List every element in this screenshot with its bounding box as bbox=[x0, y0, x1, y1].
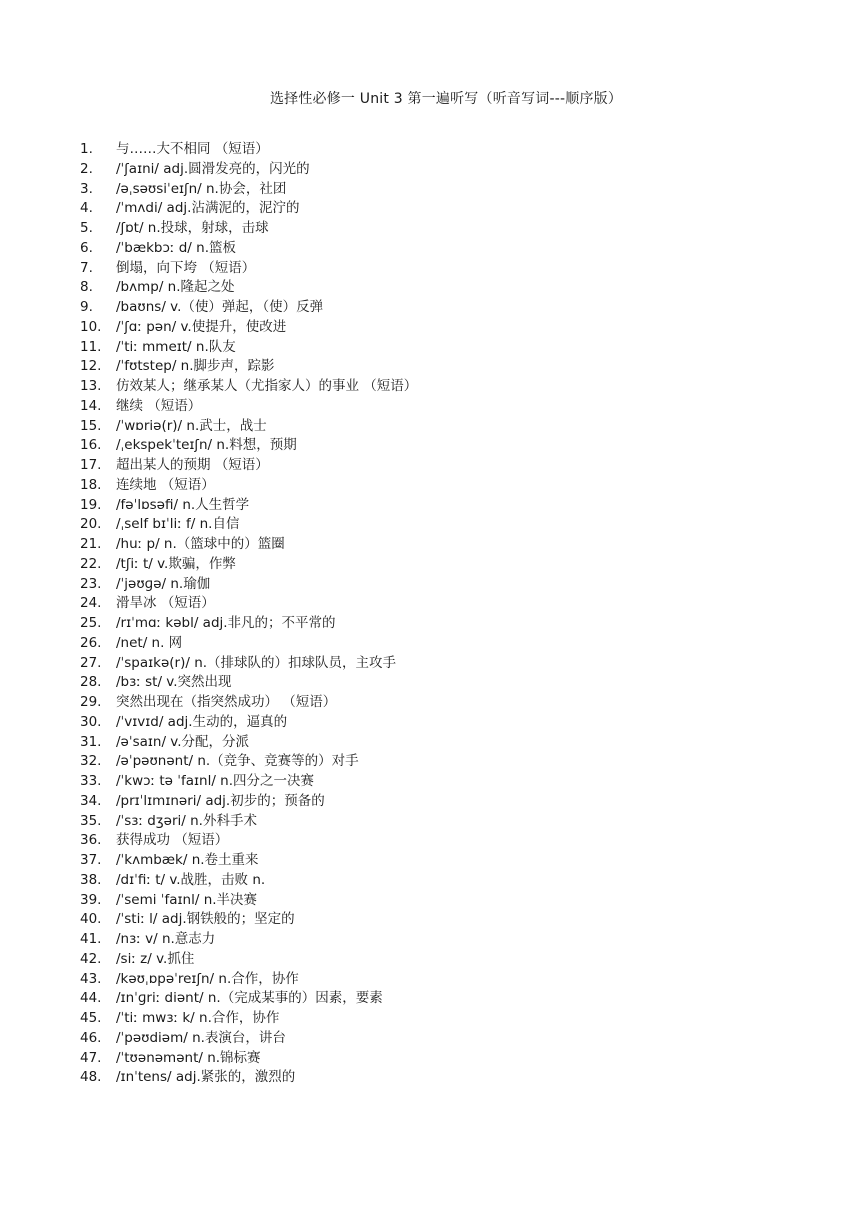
list-item bbox=[80, 733, 820, 753]
item-text: /ˈtiː mmeɪt/ n.队友 bbox=[116, 338, 236, 355]
list-item bbox=[80, 792, 820, 812]
item-number: 4. bbox=[80, 200, 93, 217]
list-item bbox=[80, 910, 820, 930]
item-number: 42. bbox=[80, 950, 102, 967]
item-number: 9. bbox=[80, 299, 93, 315]
item-number: 47. bbox=[80, 1049, 102, 1066]
vocabulary-list bbox=[80, 140, 820, 1088]
list-item bbox=[80, 199, 820, 219]
item-number: 38. bbox=[80, 871, 102, 888]
item-text: /ˈfʊtstep/ n.脚步声，踪影 bbox=[116, 358, 275, 375]
item-text: /ˈspaɪkə(r)/ n.（排球队的）扣球队员，主攻手 bbox=[116, 654, 397, 671]
item-text: /huː p/ n.（篮球中的）篮圈 bbox=[116, 536, 285, 552]
item-text: 与……大不相同 （短语） bbox=[116, 141, 269, 157]
list-item bbox=[80, 160, 820, 180]
list-item bbox=[80, 614, 820, 634]
list-item bbox=[80, 357, 820, 377]
item-number: 46. bbox=[80, 1029, 102, 1046]
list-item bbox=[80, 970, 820, 990]
item-number: 15. bbox=[80, 417, 102, 434]
list-item bbox=[80, 1009, 820, 1029]
item-number: 28. bbox=[80, 674, 102, 691]
item-text: /fəˈlɒsəfi/ n.人生哲学 bbox=[116, 496, 250, 513]
item-number: 26. bbox=[80, 634, 102, 651]
item-number: 7. bbox=[80, 259, 93, 276]
item-text: /ˈjəʊɡə/ n.瑜伽 bbox=[116, 575, 211, 592]
item-text: 超出某人的预期 （短语） bbox=[116, 457, 269, 473]
item-text: 突然出现在（指突然成功） （短语） bbox=[116, 694, 337, 710]
item-text: /bɜː st/ v.突然出现 bbox=[116, 674, 232, 691]
item-text: /əˌsəʊsiˈeɪʃn/ n.协会，社团 bbox=[116, 180, 287, 197]
item-text: /bʌmp/ n.隆起之处 bbox=[116, 279, 235, 296]
item-text: /ˈvɪvɪd/ adj.生动的，逼真的 bbox=[116, 713, 288, 730]
list-item bbox=[80, 634, 820, 654]
item-text: /ˈtʊənəmənt/ n.锦标赛 bbox=[116, 1049, 261, 1066]
item-number: 17. bbox=[80, 457, 102, 473]
item-text: 连续地 （短语） bbox=[116, 476, 215, 493]
list-item bbox=[80, 1049, 820, 1069]
list-item bbox=[80, 476, 820, 496]
item-number: 23. bbox=[80, 575, 102, 592]
item-text: /ˈsɜː dʒəri/ n.外科手术 bbox=[116, 812, 257, 829]
list-item bbox=[80, 871, 820, 891]
item-number: 45. bbox=[80, 1010, 102, 1026]
item-text: 获得成功 （短语） bbox=[116, 832, 229, 849]
item-text: 仿效某人；继承某人（尤指家人）的事业 （短语） bbox=[116, 378, 418, 394]
item-number: 5. bbox=[80, 220, 93, 236]
list-item bbox=[80, 219, 820, 239]
item-text: /ˈstiː l/ adj.钢铁般的；坚定的 bbox=[116, 911, 295, 928]
list-item bbox=[80, 239, 820, 259]
list-item bbox=[80, 298, 820, 318]
item-number: 25. bbox=[80, 615, 102, 631]
item-number: 16. bbox=[80, 437, 102, 454]
item-number: 13. bbox=[80, 378, 102, 394]
item-number: 8. bbox=[80, 279, 93, 296]
item-text: /ˈbækbɔː d/ n.篮板 bbox=[116, 239, 236, 256]
list-item bbox=[80, 752, 820, 772]
list-item bbox=[80, 436, 820, 456]
list-item bbox=[80, 930, 820, 950]
item-number: 40. bbox=[80, 911, 102, 928]
list-item bbox=[80, 831, 820, 851]
item-text: /ʃɒt/ n.投球，射球，击球 bbox=[116, 220, 269, 236]
item-number: 22. bbox=[80, 555, 102, 572]
item-text: /ˈsemi ˈfaɪnl/ n.半决赛 bbox=[116, 891, 258, 908]
list-item bbox=[80, 318, 820, 338]
list-item bbox=[80, 180, 820, 200]
list-item bbox=[80, 259, 820, 279]
list-item bbox=[80, 555, 820, 575]
item-text: /əˈsaɪn/ v.分配，分派 bbox=[116, 733, 250, 750]
item-text: /ɪnˈtens/ adj.紧张的，激烈的 bbox=[116, 1069, 296, 1086]
item-text: /nɜː v/ n.意志力 bbox=[116, 931, 216, 947]
list-item bbox=[80, 693, 820, 713]
item-number: 31. bbox=[80, 733, 102, 750]
list-item bbox=[80, 891, 820, 911]
item-number: 19. bbox=[80, 496, 102, 513]
item-text: 倒塌，向下垮 （短语） bbox=[116, 259, 256, 276]
item-text: /ˈtiː mwɜː k/ n.合作，协作 bbox=[116, 1010, 280, 1026]
item-number: 20. bbox=[80, 516, 102, 533]
item-text: /dɪˈfiː t/ v.战胜，击败 n. bbox=[116, 871, 266, 888]
list-item bbox=[80, 397, 820, 417]
item-text: /ˌekspekˈteɪʃn/ n.料想，预期 bbox=[116, 437, 297, 454]
item-number: 12. bbox=[80, 358, 102, 375]
item-text: /ˈmʌdi/ adj.沾满泥的，泥泞的 bbox=[116, 200, 300, 217]
list-item bbox=[80, 654, 820, 674]
list-item bbox=[80, 575, 820, 595]
item-text: /kəʊˌɒpəˈreɪʃn/ n.合作，协作 bbox=[116, 970, 299, 987]
list-item bbox=[80, 417, 820, 437]
item-number: 2. bbox=[80, 160, 93, 177]
item-number: 18. bbox=[80, 476, 102, 493]
list-item bbox=[80, 989, 820, 1009]
item-number: 6. bbox=[80, 239, 93, 256]
list-item bbox=[80, 594, 820, 614]
item-text: /baʊns/ v.（使）弹起，（使）反弹 bbox=[116, 299, 324, 315]
item-number: 33. bbox=[80, 773, 102, 789]
item-number: 14. bbox=[80, 397, 102, 414]
list-item bbox=[80, 338, 820, 358]
item-number: 32. bbox=[80, 753, 102, 770]
item-text: /ˌself bɪˈliː f/ n.自信 bbox=[116, 516, 240, 533]
item-text: /ˈwɒriə(r)/ n.武士，战士 bbox=[116, 417, 267, 434]
page-title: 选择性必修一 Unit 3 第一遍听写（听音写词---顺序版） bbox=[269, 91, 623, 107]
list-item bbox=[80, 456, 820, 476]
list-item bbox=[80, 515, 820, 535]
list-item bbox=[80, 851, 820, 871]
item-number: 39. bbox=[80, 891, 102, 908]
item-number: 41. bbox=[80, 931, 102, 947]
item-text: 继续 （短语） bbox=[116, 397, 202, 414]
item-text: /ˈʃaɪni/ adj.圆滑发亮的，闪光的 bbox=[116, 160, 310, 177]
item-number: 36. bbox=[80, 832, 102, 849]
item-text: /siː z/ v.抓住 bbox=[116, 950, 195, 967]
item-text: /prɪˈlɪmɪnəri/ adj.初步的；预备的 bbox=[116, 792, 325, 809]
item-number: 3. bbox=[80, 180, 93, 197]
item-text: /ɪnˈɡriː diənt/ n.（完成某事的）因素，要素 bbox=[116, 990, 383, 1007]
list-item bbox=[80, 812, 820, 832]
list-item bbox=[80, 673, 820, 693]
list-item bbox=[80, 1029, 820, 1049]
item-number: 11. bbox=[80, 338, 102, 355]
item-number: 35. bbox=[80, 812, 102, 829]
item-text: /ˈkʌmbæk/ n.卷土重来 bbox=[116, 852, 259, 868]
item-text: 滑旱冰 （短语） bbox=[116, 595, 215, 612]
item-text: /ˈkwɔː tə ˈfaɪnl/ n.四分之一决赛 bbox=[116, 773, 315, 789]
item-number: 34. bbox=[80, 792, 102, 809]
item-number: 21. bbox=[80, 536, 102, 552]
list-item bbox=[80, 278, 820, 298]
item-text: /ˈpəʊdiəm/ n.表演台，讲台 bbox=[116, 1029, 286, 1046]
item-number: 1. bbox=[80, 141, 93, 157]
item-number: 37. bbox=[80, 852, 102, 868]
list-item bbox=[80, 950, 820, 970]
list-item bbox=[80, 713, 820, 733]
item-text: /əˈpəʊnənt/ n.（竞争、竞赛等的）对手 bbox=[116, 753, 359, 770]
item-text: /rɪˈmɑː kəbl/ adj.非凡的；不平常的 bbox=[116, 615, 336, 631]
item-text: /ˈʃɑː pən/ v.使提升，使改进 bbox=[116, 318, 287, 335]
list-item bbox=[80, 772, 820, 792]
item-number: 44. bbox=[80, 990, 102, 1007]
item-number: 30. bbox=[80, 713, 102, 730]
item-text: /tʃiː t/ v.欺骗，作弊 bbox=[116, 555, 236, 572]
item-text: /net/ n. 网 bbox=[116, 634, 183, 651]
item-number: 24. bbox=[80, 595, 102, 612]
item-number: 43. bbox=[80, 970, 102, 987]
item-number: 29. bbox=[80, 694, 102, 710]
item-number: 48. bbox=[80, 1069, 102, 1086]
list-item bbox=[80, 377, 820, 397]
list-item bbox=[80, 140, 820, 160]
list-item bbox=[80, 496, 820, 516]
item-number: 10. bbox=[80, 318, 102, 335]
list-item bbox=[80, 535, 820, 555]
item-number: 27. bbox=[80, 654, 102, 671]
list-item bbox=[80, 1068, 820, 1088]
